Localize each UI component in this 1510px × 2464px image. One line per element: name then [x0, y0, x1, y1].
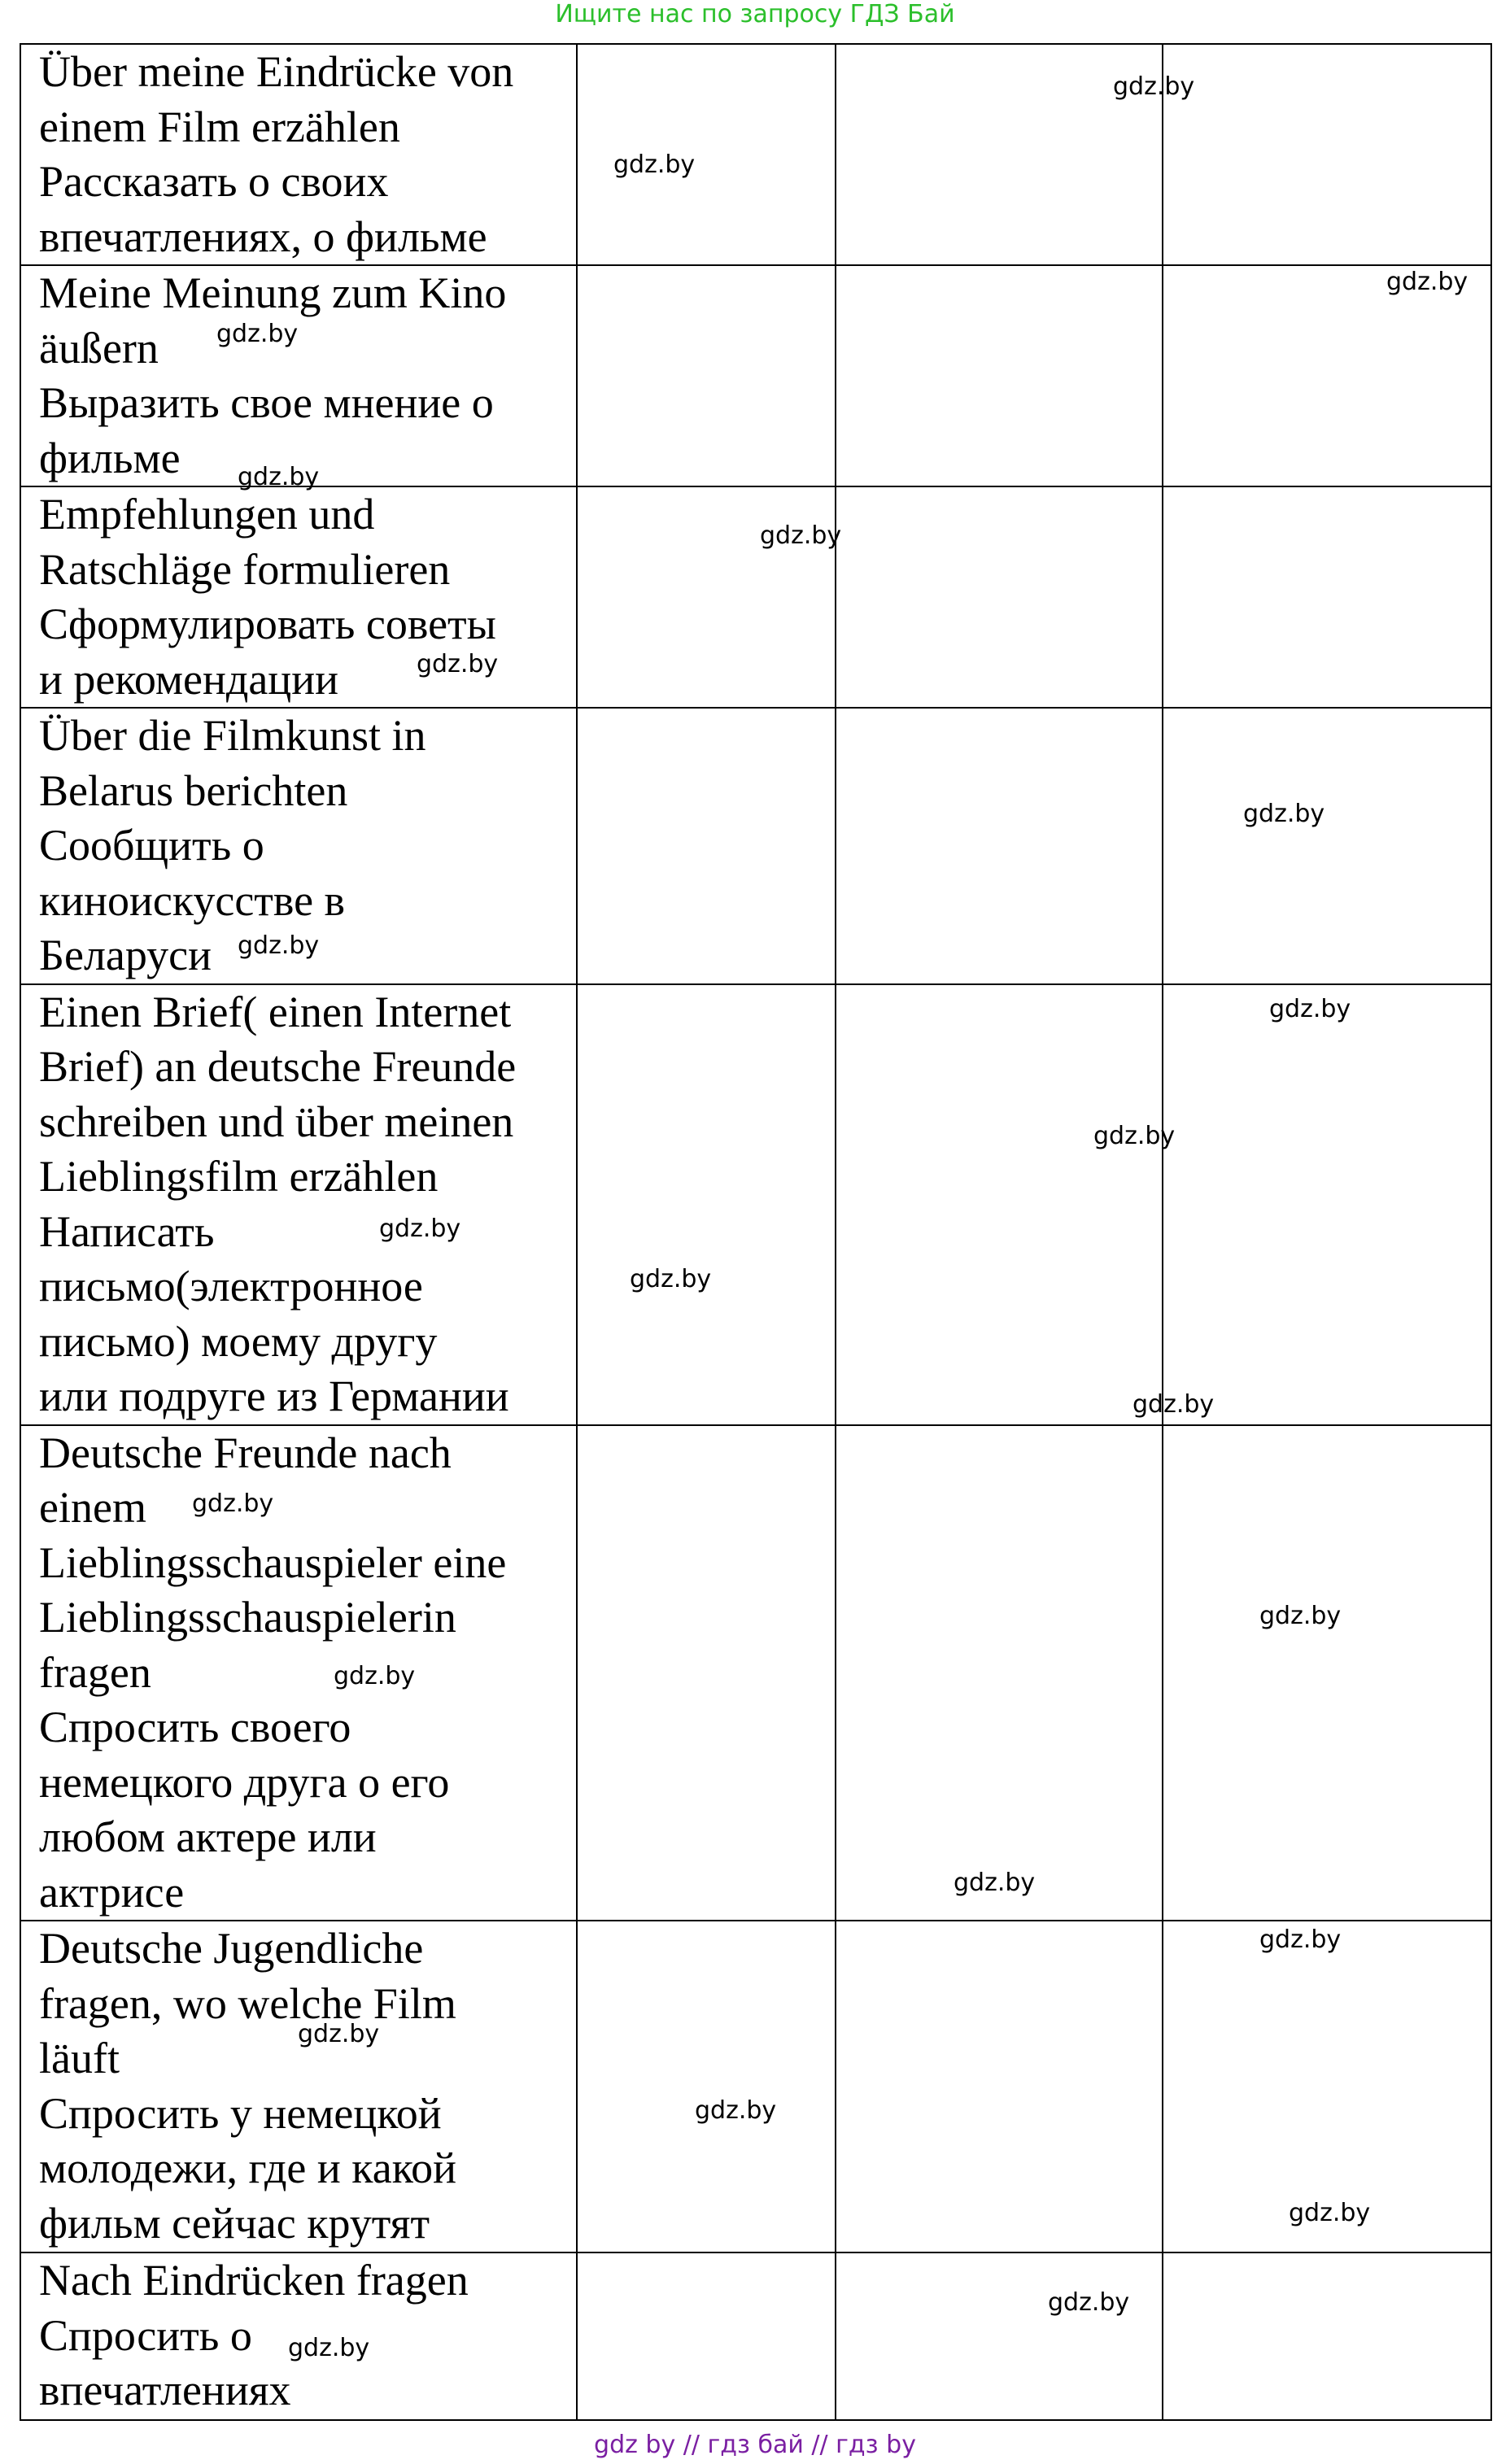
task-line-ru: Спросить своего — [39, 1703, 351, 1751]
task-cell — [20, 265, 577, 486]
task-line-ru: впечатлениях — [39, 2366, 291, 2414]
task-line-de: einem — [39, 1483, 146, 1532]
task-line-ru: молодежи, где и какой — [39, 2143, 457, 2192]
task-line-de: schreiben und über meinen — [39, 1097, 514, 1146]
task-line-de: Empfehlungen und — [39, 490, 375, 539]
task-line-ru: письмо(электронное — [39, 1262, 423, 1310]
task-line-ru: немецкого друга о его — [39, 1757, 450, 1807]
task-text — [21, 45, 576, 264]
watermark-label: gdz.by — [1048, 2288, 1130, 2317]
empty-cell[interactable] — [836, 265, 1163, 486]
watermark-label: gdz.by — [1386, 268, 1469, 296]
task-text — [21, 1921, 576, 2251]
empty-cell[interactable] — [1163, 44, 1491, 265]
task-line-de: Deutsche Freunde nach — [39, 1428, 452, 1477]
watermark-label: gdz.by — [695, 2096, 777, 2125]
watermark-label: gdz.by — [379, 1215, 461, 1243]
empty-cell[interactable] — [836, 486, 1163, 708]
empty-cell[interactable] — [836, 1425, 1163, 1921]
task-line-ru: или подруге из Германии — [39, 1372, 509, 1420]
task-cell — [20, 44, 577, 265]
empty-cell[interactable] — [836, 708, 1163, 984]
task-line-ru: киноискусстве в — [39, 875, 346, 925]
task-cell — [20, 1921, 577, 2252]
task-cell — [20, 1425, 577, 1921]
watermark-label: gdz.by — [1093, 1122, 1176, 1150]
task-line-de: Lieblingsschauspieler eine — [39, 1537, 507, 1587]
watermark-label: gdz.by — [288, 2334, 370, 2362]
task-line-de: Lieblingsfilm erzählen — [39, 1152, 439, 1201]
task-line-de: Belarus berichten — [39, 765, 348, 815]
table-row — [20, 44, 1491, 265]
task-line-ru: Выразить свое мнение о — [39, 378, 494, 427]
empty-cell[interactable] — [836, 2252, 1163, 2420]
task-line-de: läuft — [39, 2034, 120, 2082]
watermark-label: gdz.by — [1259, 1925, 1342, 1954]
empty-cell[interactable] — [577, 265, 836, 486]
task-line-de: Brief) an deutsche Freunde — [39, 1042, 517, 1091]
task-line-de: einem Film erzählen — [39, 102, 400, 151]
watermark-label: gdz.by — [298, 2020, 380, 2048]
watermark-label: gdz.by — [238, 463, 320, 491]
empty-cell[interactable] — [1163, 2252, 1491, 2420]
empty-cell[interactable] — [1163, 486, 1491, 708]
task-line-de: Über die Filmkunst in — [39, 711, 426, 760]
task-line-de: fragen, wo welche Film — [39, 1978, 456, 2028]
table-row — [20, 984, 1491, 1425]
task-line-de: Nach Eindrücken fragen — [39, 2256, 469, 2305]
empty-cell[interactable] — [577, 2252, 836, 2420]
task-text — [21, 266, 576, 486]
watermark-label: gdz.by — [613, 150, 696, 179]
empty-cell[interactable] — [1163, 708, 1491, 984]
task-line-ru: письмо) моему другу — [39, 1316, 438, 1366]
task-line-de: fragen — [39, 1647, 151, 1697]
task-text — [21, 1426, 576, 1921]
empty-cell[interactable] — [577, 984, 836, 1425]
task-line-ru: впечатлениях, о фильме — [39, 212, 487, 261]
bottom-banner: gdz by // гдз бай // гдз by — [594, 2431, 916, 2459]
task-line-ru: фильм сейчас крутят — [39, 2198, 430, 2248]
task-line-de: Über meine Eindrücke von — [39, 47, 514, 96]
empty-cell[interactable] — [577, 1425, 836, 1921]
task-table — [20, 43, 1492, 2421]
watermark-label: gdz.by — [1289, 2199, 1371, 2227]
empty-cell[interactable] — [836, 1921, 1163, 2252]
watermark-label: gdz.by — [1243, 800, 1325, 828]
watermark-label: gdz.by — [1132, 1390, 1215, 1419]
watermark-label: gdz.by — [954, 1869, 1036, 1897]
watermark-label: gdz.by — [417, 650, 499, 678]
task-line-de: Lieblingsschauspielerin — [39, 1593, 456, 1642]
empty-cell[interactable] — [577, 1921, 836, 2252]
top-banner: Ищите нас по запросу ГДЗ Бай — [555, 0, 955, 28]
table-row — [20, 1921, 1491, 2252]
empty-cell[interactable] — [836, 984, 1163, 1425]
task-line-ru: фильме — [39, 433, 181, 482]
watermark-label: gdz.by — [1259, 1602, 1342, 1630]
empty-cell[interactable] — [577, 486, 836, 708]
task-line-ru: Сообщить о — [39, 821, 264, 870]
task-line-ru: Спросить о — [39, 2310, 252, 2360]
task-line-ru: актрисе — [39, 1867, 185, 1917]
task-line-de: Meine Meinung zum Kino — [39, 268, 507, 317]
task-line-ru: и рекомендации — [39, 654, 339, 704]
task-cell — [20, 984, 577, 1425]
task-line-ru: Беларуси — [39, 931, 212, 979]
task-line-ru: любом актере или — [39, 1812, 377, 1861]
task-line-de: äußern — [39, 323, 159, 373]
table-row — [20, 2252, 1491, 2420]
table-row — [20, 265, 1491, 486]
empty-cell[interactable] — [1163, 984, 1491, 1425]
task-line-de: Deutsche Jugendliche — [39, 1924, 424, 1973]
task-line-ru: Написать — [39, 1206, 215, 1256]
watermark-label: gdz.by — [192, 1489, 274, 1518]
task-line-de: Einen Brief( einen Internet — [39, 987, 512, 1036]
watermark-label: gdz.by — [630, 1265, 712, 1293]
empty-cell[interactable] — [1163, 265, 1491, 486]
empty-cell[interactable] — [577, 708, 836, 984]
task-text — [21, 985, 576, 1424]
table-row — [20, 486, 1491, 708]
watermark-label: gdz.by — [334, 1662, 416, 1690]
task-line-ru: Рассказать о своих — [39, 157, 389, 206]
watermark-label: gdz.by — [1113, 72, 1195, 101]
task-line-ru: Спросить у немецкой — [39, 2088, 442, 2138]
watermark-label: gdz.by — [1269, 995, 1351, 1023]
watermark-label: gdz.by — [760, 521, 842, 550]
task-line-ru: Сформулировать советы — [39, 600, 496, 648]
empty-cell[interactable] — [1163, 1425, 1491, 1921]
task-line-de: Ratschläge formulieren — [39, 544, 451, 594]
watermark-label: gdz.by — [216, 320, 299, 348]
watermark-label: gdz.by — [238, 931, 320, 960]
